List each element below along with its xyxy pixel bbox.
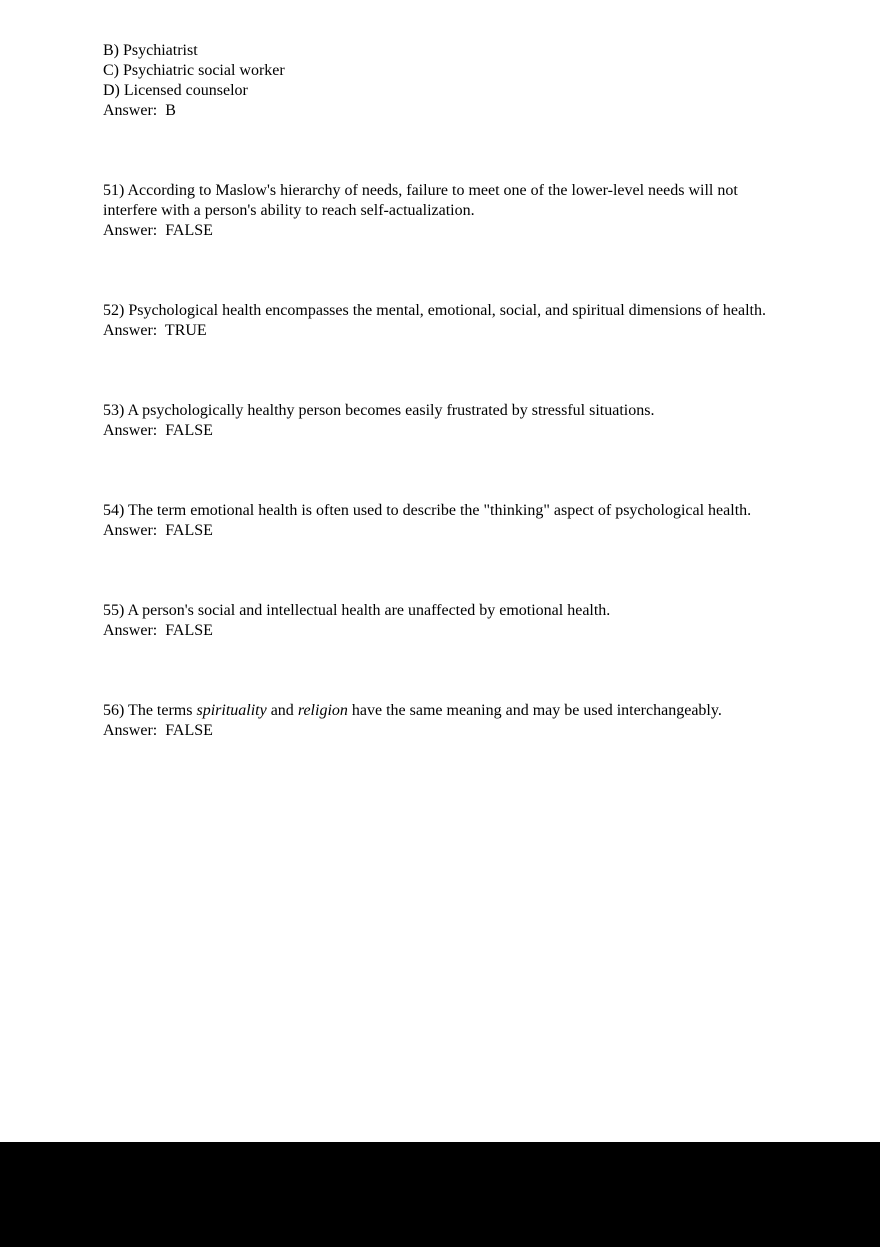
question-block-51 — [103, 181, 780, 241]
answer-line: Answer: FALSE — [103, 422, 213, 439]
answer-line: Answer: FALSE — [103, 722, 213, 739]
answer-line: Answer: B — [103, 102, 176, 119]
question-block-56 — [103, 701, 780, 741]
question-block-52 — [103, 301, 780, 341]
question-text: 56) The terms spirituality and religion have the same meaning and may be used interchangeably. — [103, 702, 722, 719]
question-block-55 — [103, 601, 780, 641]
answer-line: Answer: FALSE — [103, 622, 213, 639]
question-text: 54) The term emotional health is often used to describe the "thinking" aspect of psychological health. — [103, 502, 752, 519]
document-page-content — [103, 41, 780, 801]
answer-line: Answer: TRUE — [103, 322, 207, 339]
option-line-b: B) Psychiatrist — [103, 42, 198, 59]
question-block-54 — [103, 501, 780, 541]
multiple-choice-options-block — [103, 41, 780, 121]
question-text: 52) Psychological health encompasses the mental, emotional, social, and spiritual dimensions of health. — [103, 302, 766, 319]
question-text: 53) A psychologically healthy person becomes easily frustrated by stressful situations. — [103, 402, 655, 419]
option-line-d: D) Licensed counselor — [103, 82, 248, 99]
question-text: 55) A person's social and intellectual health are unaffected by emotional health. — [103, 602, 611, 619]
answer-line: Answer: FALSE — [103, 222, 213, 239]
bottom-black-band — [0, 1142, 880, 1247]
option-line-c: C) Psychiatric social worker — [103, 62, 285, 79]
answer-line: Answer: FALSE — [103, 522, 213, 539]
question-text: 51) According to Maslow's hierarchy of needs, failure to meet one of the lower-level needs will not interfere with a person's ability to reach self-actualization. — [103, 182, 738, 219]
question-block-53 — [103, 401, 780, 441]
